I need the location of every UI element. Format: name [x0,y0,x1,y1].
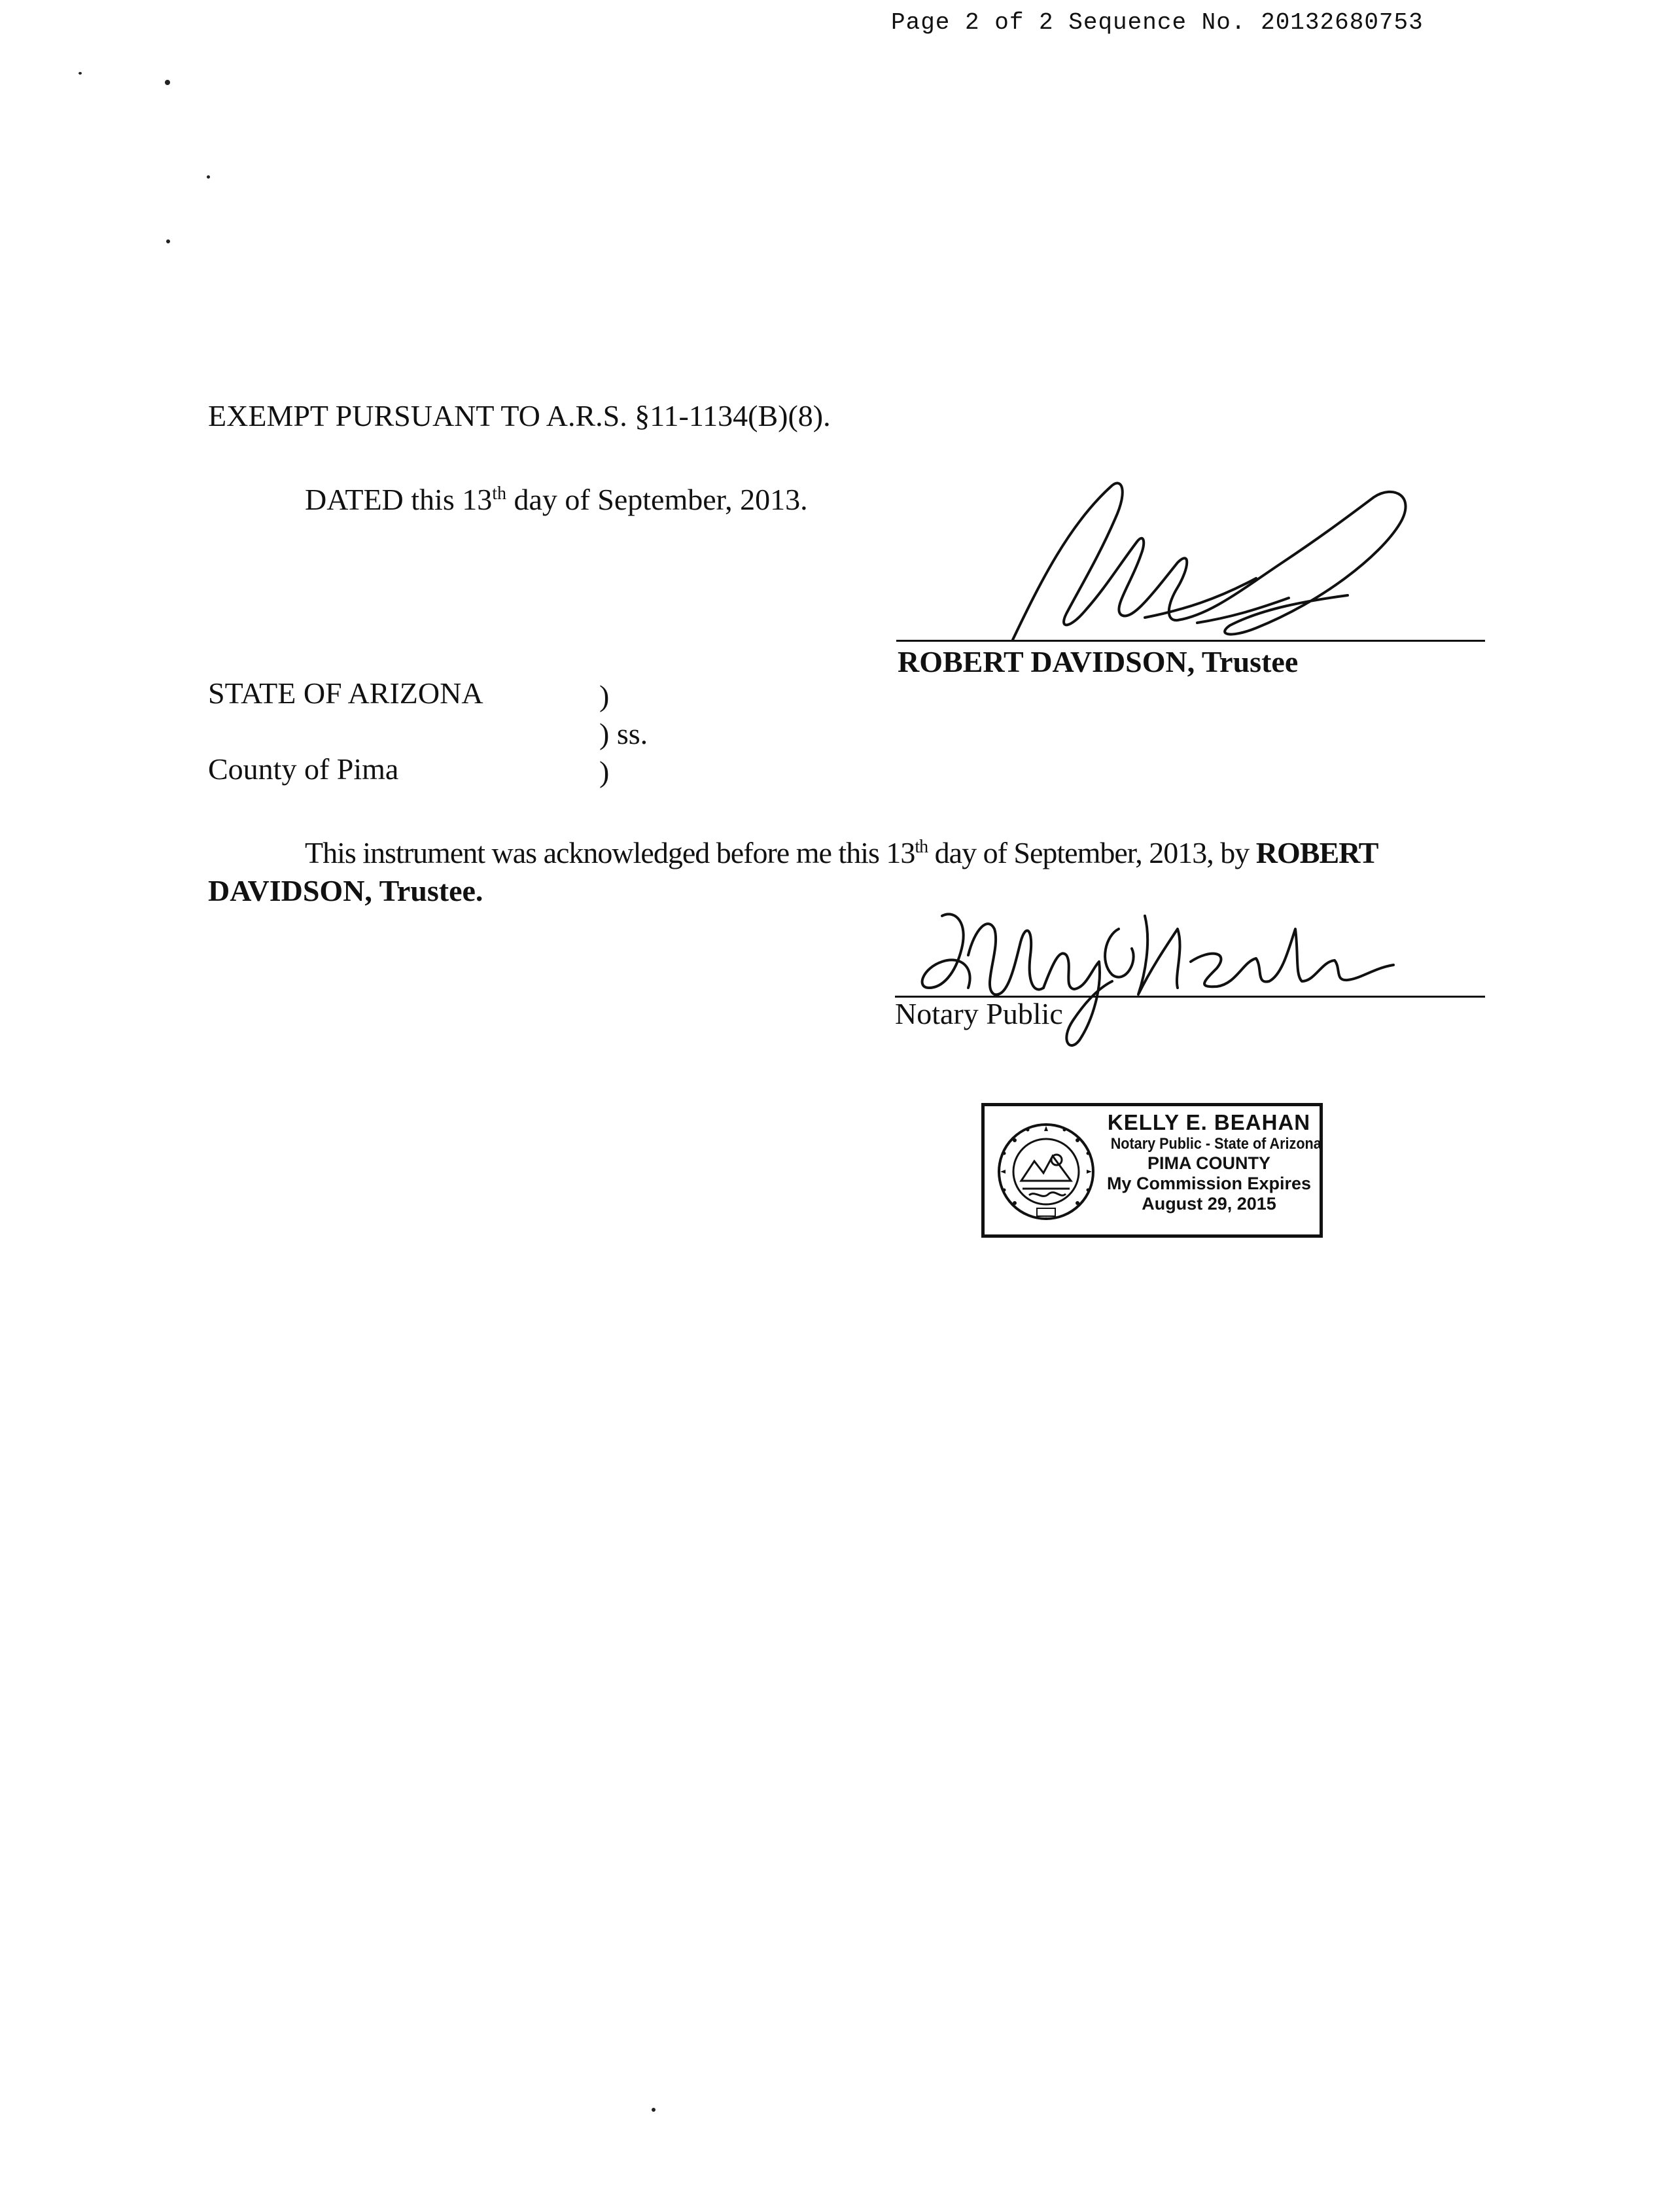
venue-state: STATE OF ARIZONA [208,676,483,710]
page-sequence-header: Page 2 of 2 Sequence No. 20132680753 [891,9,1424,36]
acknowledgment-line-2: DAVIDSON, Trustee. [208,874,483,907]
notary-signature [903,890,1426,1060]
venue-paren-close: ) [599,755,610,788]
dated-ordinal-suffix: th [492,483,507,504]
notary-public-label: Notary Public [895,997,1063,1030]
scan-speck [79,72,82,75]
exemption-statement: EXEMPT PURSUANT TO A.R.S. §11-1134(B)(8). [208,399,831,432]
trustee-printed-name: ROBERT DAVIDSON, Trustee [898,645,1299,678]
acknowledgment-line-1 [305,835,1378,871]
notary-stamp [981,1103,1323,1238]
stamp-county: PIMA COUNTY [1147,1153,1270,1173]
stamp-expiration-date: August 29, 2015 [1142,1193,1276,1214]
dated-rest: day of September, 2013. [506,483,808,516]
ack-prefix: This instrument was acknowledged before me this 13 [305,836,915,869]
ack-middle: day of September, 2013, by [928,836,1256,869]
scan-speck [165,80,170,85]
stamp-text-block [1100,1110,1321,1214]
scan-speck [652,2108,656,2112]
scan-speck [166,239,170,243]
ack-ordinal-suffix: th [915,837,928,857]
stamp-commission-label: My Commission Expires [1106,1173,1312,1193]
trustee-signature-line [896,640,1485,642]
ack-bold-name: ROBERT [1255,836,1378,869]
arizona-state-seal-icon [995,1121,1097,1223]
stamp-notary-name: KELLY E. BEAHAN [1107,1110,1311,1134]
dated-line [305,481,808,517]
venue-paren-open: ) [599,679,610,712]
venue-ss: ) ss. [599,717,648,750]
scan-speck [207,175,210,179]
dated-prefix: DATED this 13 [305,483,493,516]
trustee-signature [981,458,1452,654]
stamp-notary-title: Notary Public - State of Arizona [1110,1134,1321,1153]
venue-county: County of Pima [208,752,399,786]
